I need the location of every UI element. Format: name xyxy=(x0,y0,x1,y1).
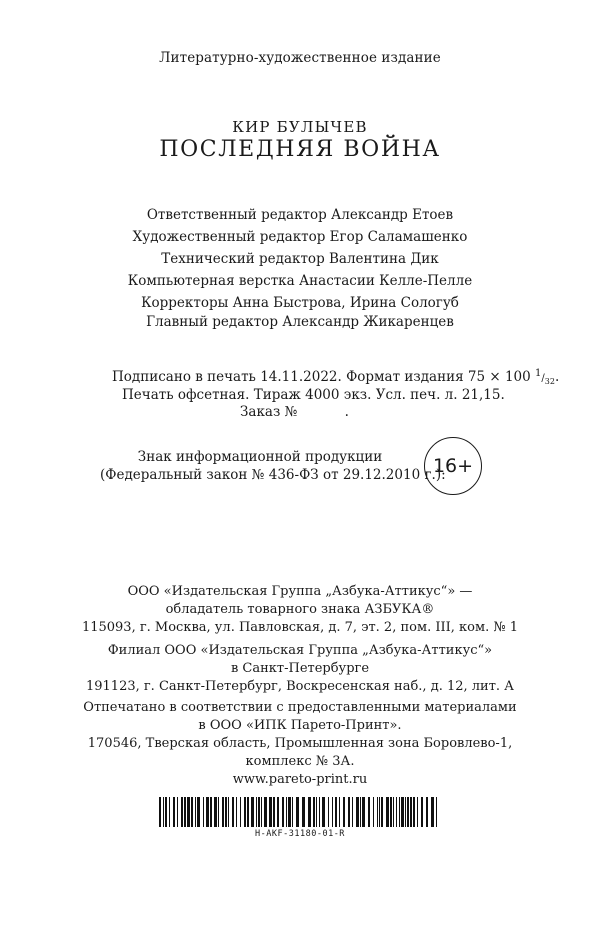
barcode-bar xyxy=(163,797,164,827)
credit-line: Компьютерная верстка Анастасии Келле-Пелле xyxy=(127,273,473,289)
barcode-bar xyxy=(332,797,333,827)
print-info xyxy=(112,368,560,421)
fraction-denominator: 32 xyxy=(544,377,555,386)
edition-type: Литературно-художественное издание xyxy=(159,50,441,66)
credit-line: Технический редактор Валентина Дик xyxy=(161,251,439,267)
publisher-line: 115093, г. Москва, ул. Павловская, д. 7, эт. 2, пом. III, ком. № 1 xyxy=(81,620,519,635)
barcode-bar xyxy=(288,797,291,827)
barcode-bar xyxy=(405,797,406,827)
barcode-bar xyxy=(228,797,229,827)
barcode-bar xyxy=(258,797,260,827)
barcode-bar xyxy=(282,797,284,827)
barcode-bar xyxy=(159,797,161,827)
barcode-bar xyxy=(197,797,200,827)
barcode-bar xyxy=(177,797,178,827)
barcode-bar xyxy=(377,797,378,827)
printer-line: Отпечатано в соответствии с предоставленными материалами xyxy=(83,700,517,715)
branch-line: в Санкт-Петербурге xyxy=(230,661,370,676)
barcode-bar xyxy=(206,797,209,827)
printer-url: www.pareto-print.ru xyxy=(232,772,368,787)
barcode-bar xyxy=(184,797,186,827)
barcode-bar xyxy=(292,797,293,827)
branch-line: Филиал ООО «Издательская Группа „Азбука-Аттикус“» xyxy=(107,643,493,658)
printer-line: комплекс № 3А. xyxy=(245,754,355,769)
barcode-bar xyxy=(313,797,315,827)
barcode-bar xyxy=(396,797,397,827)
barcode-bar xyxy=(222,797,224,827)
barcode-bar xyxy=(356,797,359,827)
credits-block xyxy=(0,204,600,314)
barcode-bar xyxy=(316,797,317,827)
barcode-bar xyxy=(269,797,272,827)
barcode-bar xyxy=(373,797,374,827)
barcode-bar xyxy=(247,797,249,827)
barcode-bar xyxy=(393,797,394,827)
barcode-bar xyxy=(362,797,365,827)
format-fraction: $1/_{32}$ xyxy=(535,368,555,386)
print-info-line-3: Заказ № . xyxy=(240,404,349,420)
age-rating-badge: 16+ xyxy=(424,437,482,495)
barcode-bar xyxy=(261,797,262,827)
barcode-bar xyxy=(302,797,305,827)
credit-line: Ответственный редактор Александр Етоев xyxy=(146,207,454,223)
barcode-bar xyxy=(368,797,370,827)
author-name: КИР БУЛЫЧЕВ xyxy=(232,118,368,136)
barcode-bar xyxy=(335,797,337,827)
book-title: ПОСЛЕДНЯЯ ВОЙНА xyxy=(159,137,441,162)
fraction-numerator: 1 xyxy=(535,368,542,379)
barcode-bar xyxy=(407,797,409,827)
chief-editor: Главный редактор Александр Жикаренцев xyxy=(146,314,454,330)
barcode-bar xyxy=(225,797,227,827)
print-info-line-2: Печать офсетная. Тираж 4000 экз. Усл. печ. л. 21,15. xyxy=(122,387,505,403)
barcode-bar xyxy=(277,797,279,827)
barcode-bar xyxy=(273,797,275,827)
barcode-bar xyxy=(381,797,383,827)
credit-line: Художественный редактор Егор Саламашенко xyxy=(132,229,468,245)
barcode-bar xyxy=(386,797,389,827)
printer-line: в ООО «ИПК Парето-Принт». xyxy=(198,718,402,733)
barcode-bar xyxy=(214,797,217,827)
publisher-block xyxy=(0,583,600,637)
publisher-line: ООО «Издательская Группа „Азбука-Аттикус“» — xyxy=(127,584,473,599)
barcode-bar xyxy=(390,797,392,827)
barcode-bar xyxy=(296,797,299,827)
info-sign-line-2: (Федеральный закон № 436-ФЗ от 29.12.2010 г.): xyxy=(100,467,446,483)
barcode-bar xyxy=(210,797,212,827)
info-product-sign xyxy=(100,448,446,484)
printer-block xyxy=(0,699,600,789)
barcode-bar xyxy=(322,797,325,827)
branch-line: 191123, г. Санкт-Петербург, Воскресенская наб., д. 12, лит. А xyxy=(85,679,515,694)
branch-block xyxy=(0,642,600,696)
print-format-text: Подписано в печать 14.11.2022. Формат издания 75 × 100 xyxy=(112,369,531,385)
barcode-bar xyxy=(426,797,428,827)
barcode-bar xyxy=(348,797,350,827)
barcode-bar xyxy=(410,797,412,827)
barcode-bar xyxy=(165,797,167,827)
barcode-bar xyxy=(169,797,170,827)
barcode-bar xyxy=(195,797,196,827)
credit-line: Корректоры Анна Быстрова, Ирина Сологуб xyxy=(141,295,459,311)
barcode-bar xyxy=(187,797,190,827)
barcode-bar xyxy=(232,797,234,827)
barcode-bar xyxy=(399,797,400,827)
printer-line: 170546, Тверская область, Промышленная зона Боровлево-1, xyxy=(87,736,513,751)
barcode-bar xyxy=(173,797,175,827)
barcode-bar xyxy=(343,797,345,827)
barcode-bar xyxy=(413,797,415,827)
barcode-bar xyxy=(264,797,267,827)
print-info-line-1 xyxy=(112,368,560,387)
barcode-bar xyxy=(431,797,434,827)
barcode-text: H-AKF-31180-01-R xyxy=(255,829,345,839)
barcode-bar xyxy=(352,797,353,827)
barcode-bar xyxy=(379,797,380,827)
barcode-bar xyxy=(319,797,320,827)
barcode-bar xyxy=(240,797,241,827)
barcode-bar xyxy=(436,797,437,827)
barcode-icon xyxy=(159,797,439,827)
barcode-bar xyxy=(191,797,193,827)
barcode-bar xyxy=(256,797,257,827)
print-format-end: . xyxy=(554,369,560,385)
barcode-bar xyxy=(203,797,204,827)
barcode-bar xyxy=(251,797,254,827)
barcode-bar xyxy=(339,797,340,827)
info-sign-line-1: Знак информационной продукции xyxy=(137,449,383,465)
barcode-bar xyxy=(421,797,423,827)
barcode-bar xyxy=(360,797,361,827)
barcode-bar xyxy=(244,797,246,827)
barcode-bar xyxy=(308,797,311,827)
barcode-bar xyxy=(328,797,329,827)
barcode-bar xyxy=(401,797,404,827)
barcode-bar xyxy=(218,797,219,827)
barcode-bar xyxy=(236,797,237,827)
barcode-bar xyxy=(286,797,287,827)
barcode-bar xyxy=(417,797,418,827)
publisher-line: обладатель товарного знака АЗБУКА® xyxy=(165,602,435,617)
barcode-bar xyxy=(181,797,183,827)
barcode xyxy=(159,797,439,847)
